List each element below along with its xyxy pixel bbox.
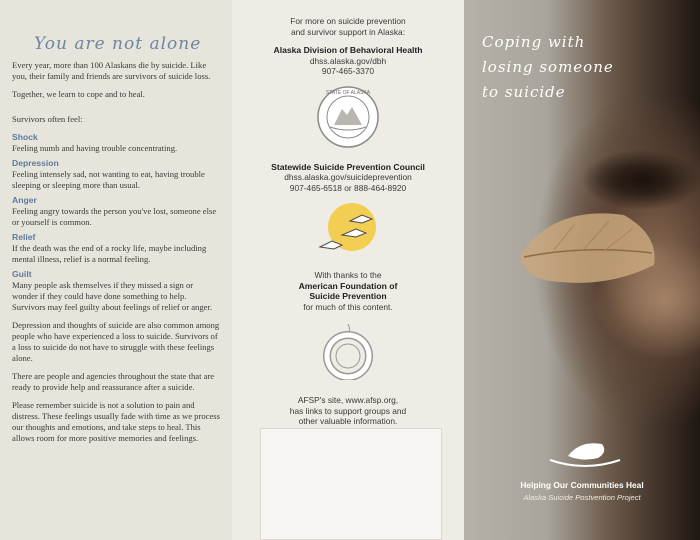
org1-phone: 907-465-3370 xyxy=(321,66,375,76)
feeling-text-anger: Feeling angry towards the person you've lost, someone else or yourself is common. xyxy=(12,206,217,227)
survivors-heading: Survivors often feel: xyxy=(12,114,83,124)
feeling-heading-relief: Relief xyxy=(12,232,36,242)
cover-title xyxy=(482,30,614,105)
panel-title: You are not alone xyxy=(34,34,202,54)
geese-moon-icon xyxy=(312,201,384,257)
feeling-text-relief: If the death was the end of a rocky life, maybe including mental illness, relief is a normal feeling. xyxy=(12,243,207,264)
resources-intro-1: For more on suicide prevention xyxy=(290,16,406,26)
address-box xyxy=(260,428,442,540)
resources-intro-2: and survivor support in Alaska: xyxy=(290,26,406,37)
state-seal-icon xyxy=(316,85,380,149)
intro-paragraph-2: Together, we learn to cope and to heal. xyxy=(12,89,145,99)
seal-text: STATE OF ALASKA xyxy=(325,89,371,96)
logo-title: Helping Our Communities Heal xyxy=(520,480,644,490)
leaf-image xyxy=(514,195,664,295)
body-paragraph-3: Please remember suicide is not a solution to pain and distress. These feelings usually fade with time as we process our thoughts and emotions, and take steps to heal. This allows room for more positive memories and feelings. xyxy=(12,400,220,443)
afsp-line-3: other valuable information. xyxy=(298,416,398,426)
body-paragraph-2: There are people and agencies throughout the state that are ready to provide help and reassurance after a suicide. xyxy=(12,371,215,392)
feeling-heading-anger: Anger xyxy=(12,195,37,205)
org1-url[interactable]: dhss.alaska.gov/dbh xyxy=(309,55,387,66)
feeling-text-guilt: Many people ask themselves if they missed a sign or wonder if they could have done something to help. Survivors may feel guilty about feelings of relief or anger. xyxy=(12,280,212,312)
feeling-text-shock: Feeling numb and having trouble concentrating. xyxy=(12,143,178,153)
life-ring-icon xyxy=(313,322,383,380)
cover-panel xyxy=(464,0,700,540)
org2-url[interactable]: dhss.alaska.gov/suicideprevention xyxy=(284,172,412,182)
afsp-line-2: has links to support groups and xyxy=(289,405,407,416)
body-paragraph-1: Depression and thoughts of suicide are also common among people who have experienced a loss to suicide. Survivors of a loss to suicide do not have to struggle with these feelings alone. xyxy=(12,320,220,363)
feeling-text-depression: Feeling intensely sad, not wanting to eat, having trouble sleeping or sleeping more than usual. xyxy=(12,169,205,190)
thanks-org-1: American Foundation of xyxy=(298,280,398,291)
org2-name: Statewide Suicide Prevention Council xyxy=(271,161,425,172)
cover-title-line-1: Coping with xyxy=(482,33,586,51)
feeling-heading-shock: Shock xyxy=(12,132,38,142)
left-panel xyxy=(0,0,232,540)
org1-name: Alaska Division of Behavioral Health xyxy=(273,45,423,55)
thanks-org-2: Suicide Prevention xyxy=(309,291,387,301)
middle-panel xyxy=(232,0,464,540)
org2-phone: 907-465-6518 or 888-464-8920 xyxy=(289,182,407,193)
intro-paragraph: Every year, more than 100 Alaskans die by suicide. Like you, their family and friends are survivors of suicide loss. xyxy=(12,60,211,81)
feeling-heading-depression: Depression xyxy=(12,158,59,168)
leaf-logo-icon xyxy=(540,438,630,472)
thanks-line-2: for much of this content. xyxy=(303,301,393,312)
afsp-line-1: AFSP's site, www.afsp.org, xyxy=(297,395,399,405)
feeling-heading-guilt: Guilt xyxy=(12,269,32,279)
logo-subtitle: Alaska Suicide Postvention Project xyxy=(523,493,641,502)
cover-title-line-3: to suicide xyxy=(482,83,566,101)
thanks-line-1: With thanks to the xyxy=(314,270,382,280)
cover-title-line-2: losing someone xyxy=(482,58,614,76)
